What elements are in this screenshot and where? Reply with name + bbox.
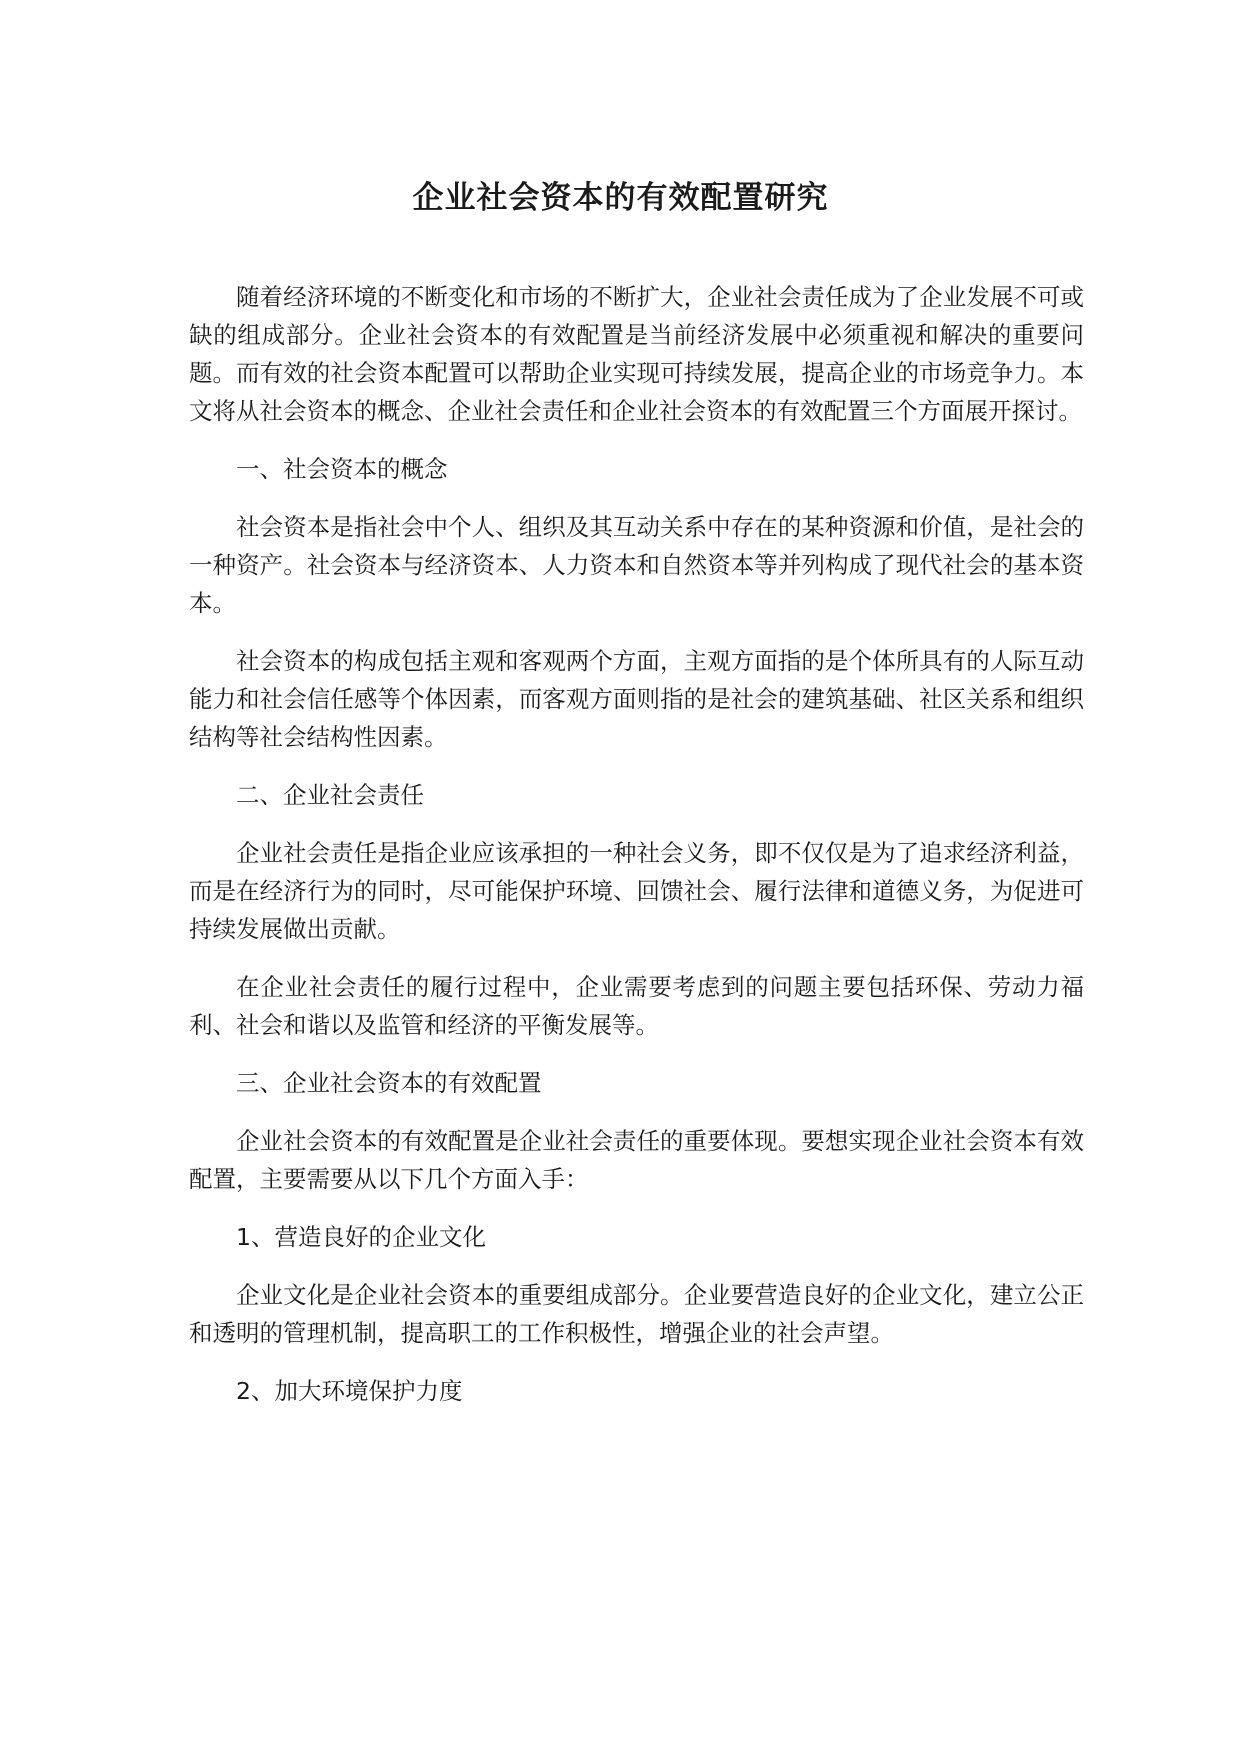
body-paragraph: 在企业社会责任的履行过程中，企业需要考虑到的问题主要包括环保、劳动力福利、社会和谐以及监管和经济的平衡发展等。 xyxy=(189,973,1084,1039)
body-paragraph: 社会资本是指社会中个人、组织及其互动关系中存在的某种资源和价值，是社会的一种资产。社会资本与经济资本、人力资本和自然资本等并列构成了现代社会的基本资本。 xyxy=(189,513,1084,617)
body-paragraph: 企业文化是企业社会资本的重要组成部分。企业要营造良好的企业文化，建立公正和透明的管理机制，提高职工的工作积极性，增强企业的社会声望。 xyxy=(189,1281,1084,1347)
document-body xyxy=(189,278,1084,1430)
subsection-heading-1: 1、营造良好的企业文化 xyxy=(236,1223,486,1251)
section-heading-2: 二、企业社会责任 xyxy=(236,781,424,809)
body-paragraph: 企业社会资本的有效配置是企业社会责任的重要体现。要想实现企业社会资本有效配置，主要需要从以下几个方面入手： xyxy=(189,1127,1084,1193)
section-heading-1: 一、社会资本的概念 xyxy=(236,455,448,483)
intro-paragraph: 随着经济环境的不断变化和市场的不断扩大，企业社会责任成为了企业发展不可或缺的组成部分。企业社会资本的有效配置是当前经济发展中必须重视和解决的重要问题。而有效的社会资本配置可以帮助企业实现可持续发展，提高企业的市场竞争力。本文将从社会资本的概念、企业社会责任和企业社会资本的有效配置三个方面展开探讨。 xyxy=(189,283,1084,425)
section-heading-3: 三、企业社会资本的有效配置 xyxy=(236,1069,542,1097)
body-paragraph: 企业社会责任是指企业应该承担的一种社会义务，即不仅仅是为了追求经济利益，而是在经济行为的同时，尽可能保护环境、回馈社会、履行法律和道德义务，为促进可持续发展做出贡献。 xyxy=(189,839,1084,943)
document-title: 企业社会资本的有效配置研究 xyxy=(412,180,829,216)
body-paragraph: 社会资本的构成包括主观和客观两个方面，主观方面指的是个体所具有的人际互动能力和社会信任感等个体因素，而客观方面则指的是社会的建筑基础、社区关系和组织结构等社会结构性因素。 xyxy=(189,647,1084,751)
subsection-heading-2: 2、加大环境保护力度 xyxy=(236,1377,463,1405)
